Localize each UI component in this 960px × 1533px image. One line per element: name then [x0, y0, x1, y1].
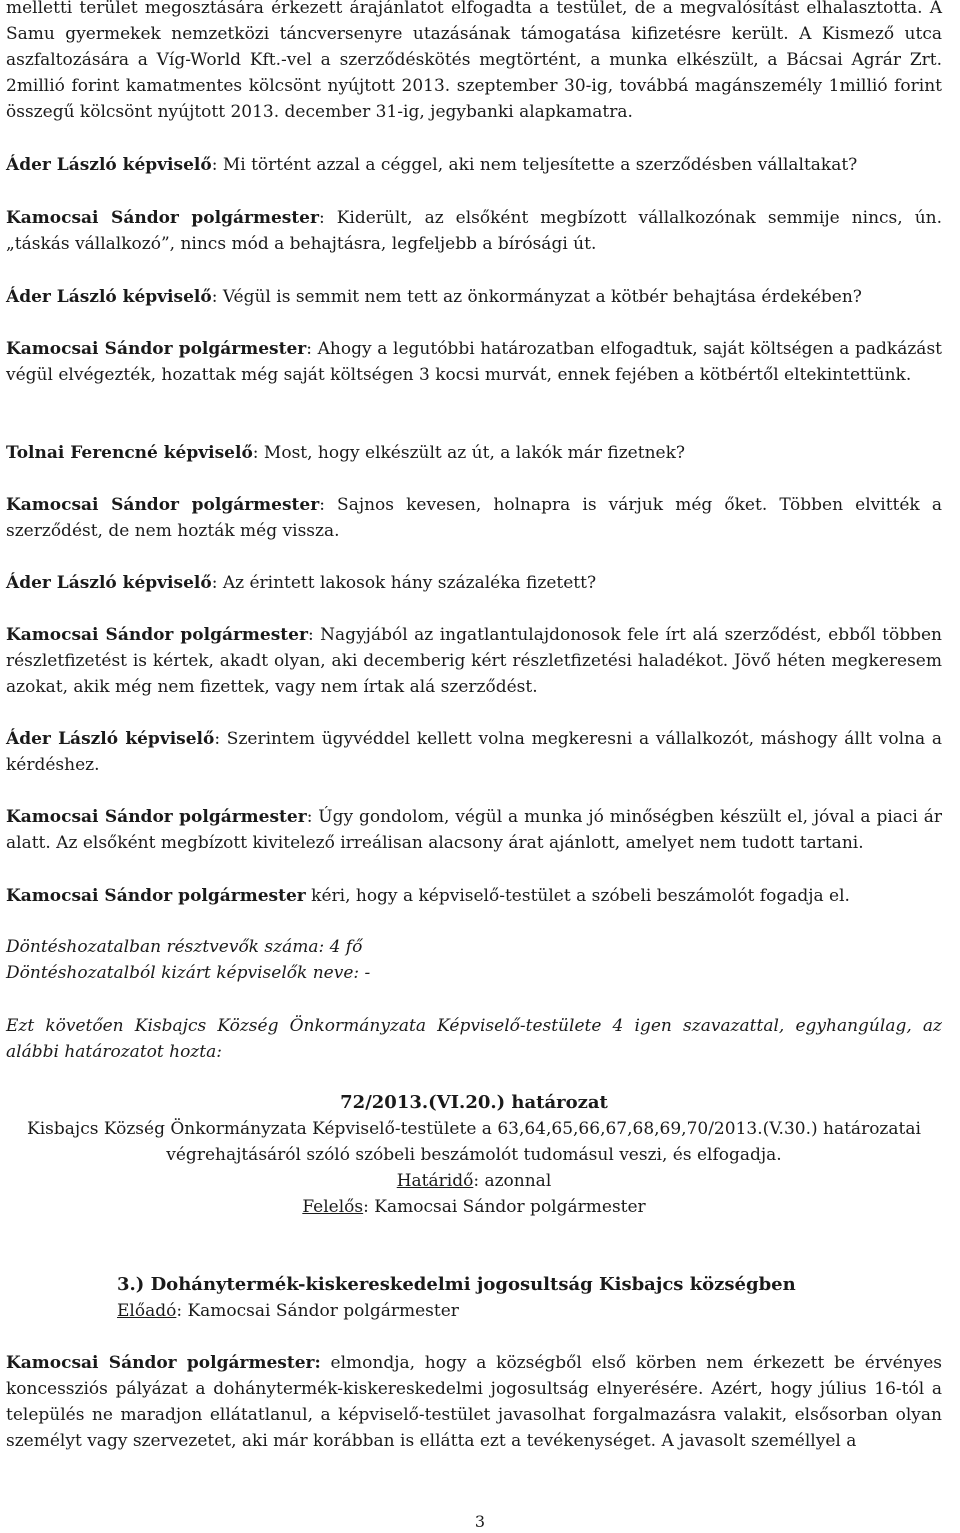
resolution-responsible — [6, 1194, 942, 1220]
speech-text: : Ahogy a legutóbbi határozatban elfogadtuk, saját költségen a padkázást végül elvégezték, hozattak még saját költségen 3 kocsi murvát, ennek fejében a kötbértől eltekintettünk. — [6, 339, 943, 385]
speech-text: elmondja, hogy a községből első körben nem érkezett be érvényes koncessziós pályázat a dohánytermék-kiskereskedelmi jogosultság elnyerésére. Azért, hogy július 16-tól a település ne maradjon ellátatlanul, a képviselő-testület javasolhat forgalmazásra valakit, elsősorban olyan személyt vagy szervezetet, aki már korábban is ellátta ezt a tevékenységet. A javasolt személlyel a — [6, 1353, 942, 1451]
presenter-value: : Kamocsai Sándor polgármester — [176, 1301, 459, 1321]
dialogue-11 — [6, 883, 942, 909]
agenda-presenter — [117, 1298, 942, 1324]
speaker-name: Kamocsai Sándor polgármester — [6, 208, 319, 228]
deadline-value: : azonnal — [473, 1171, 552, 1191]
speech-text: : Nagyjából az ingatlantulajdonosok fele írt alá szerződést, ebből többen részletfizetést is kértek, akadt olyan, aki decemberig kért részletfizetési haladékot. Jövő héten megkeresem azokat, akik még nem fizettek, vagy nem írtak alá szerződést. — [6, 625, 942, 697]
speech-text: : Kiderült, az elsőként megbízott vállalkozónak semmije nincs, ún. „táskás vállalkozó”, nincs mód a behajtásra, legfeljebb a bírósági út. — [6, 208, 942, 254]
speech-text: : Úgy gondolom, végül a munka jó minőségben készült el, jóval a piaci ár alatt. Az elsőként megbízott kivitelező irreálisan alacsony árat ajánlott, amelyet nem tudott tartani. — [6, 807, 942, 853]
dialogue-10 — [6, 804, 942, 856]
dialogue-2 — [6, 205, 942, 257]
agenda-item-title-text: 3.) Dohánytermék-kiskereskedelmi jogosultság Kisbajcs községben — [117, 1274, 796, 1295]
resolution-title-text: 72/2013.(VI.20.) határozat — [340, 1092, 608, 1113]
responsible-label: Felelős — [302, 1197, 364, 1217]
decision-excluded — [6, 960, 942, 986]
speech-text: : Most, hogy elkészült az út, a lakók már fizetnek? — [252, 443, 686, 463]
speaker-name: Áder László képviselő — [6, 155, 212, 175]
speaker-name: Kamocsai Sándor polgármester — [6, 625, 308, 645]
speaker-name: Kamocsai Sándor polgármester — [6, 886, 306, 906]
speaker-name: Áder László képviselő — [6, 287, 212, 307]
speaker-name: Kamocsai Sándor polgármester: — [6, 1353, 321, 1373]
responsible-value: : Kamocsai Sándor polgármester — [363, 1197, 646, 1217]
decision-count — [6, 934, 942, 960]
dialogue-4 — [6, 336, 942, 388]
speaker-name: Áder László képviselő — [6, 729, 215, 749]
dialogue-7 — [6, 570, 942, 596]
resolution-body — [6, 1116, 942, 1168]
resolution-body-text: Kisbajcs Község Önkormányzata Képviselő-testülete a 63,64,65,66,67,68,69,70/2013.(V.30.) határozatai végrehajtásáról szóló szóbeli beszámolót tudomásul veszi, és elfogadja. — [27, 1119, 921, 1165]
paragraph-intro — [6, 0, 942, 125]
resolution-deadline — [6, 1168, 942, 1194]
speech-text: : Az érintett lakosok hány százaléka fizetett? — [211, 573, 597, 593]
decision-excluded-text: Döntéshozatalból kizárt képviselők neve: - — [6, 963, 371, 983]
speaker-name: Kamocsai Sándor polgármester — [6, 339, 307, 359]
dialogue-6 — [6, 492, 942, 544]
decision-statement — [6, 1013, 942, 1065]
decision-statement-text: Ezt követően Kisbajcs Község Önkormányzata Képviselő-testülete 4 igen szavazattal, egyhangúlag, az alábbi határozatot hozta: — [6, 1016, 942, 1062]
speech-text: : Mi történt azzal a céggel, aki nem teljesítette a szerződésben vállaltakat? — [211, 155, 858, 175]
speech-text: : Sajnos kevesen, holnapra is várjuk még őket. Többen elvitték a szerződést, de nem hozták még vissza. — [6, 495, 942, 541]
dialogue-8 — [6, 622, 942, 700]
dialogue-3 — [6, 284, 942, 310]
page-number: 3 — [474, 1512, 486, 1531]
agenda-item-title — [117, 1272, 942, 1298]
speaker-name: Kamocsai Sándor polgármester — [6, 807, 307, 827]
presenter-label: Előadó — [117, 1301, 177, 1321]
paragraph-intro-text: melletti terület megosztására érkezett árajánlatot elfogadta a testület, de a megvalósítást elhalasztotta. A Samu gyermekek nemzetközi táncversenyre utazásának támogatása kifizetésre került. A Kismező utca aszfaltozására a Víg-World Kft.-vel a szerződéskötés megtörtént, a munka elkészült, a Bácsai Agrár Zrt. 2millió forint kamatmentes kölcsönt nyújtott 2013. szeptember 30-ig, továbbá magánszemély 1millió forint összegű kölcsönt nyújtott 2013. december 31-ig, jegybanki alapkamatra. — [6, 0, 942, 122]
deadline-label: Határidő — [396, 1171, 474, 1191]
speech-text: kéri, hogy a képviselő-testület a szóbeli beszámolót fogadja el. — [305, 886, 850, 906]
dialogue-5 — [6, 440, 942, 466]
dialogue-9 — [6, 726, 942, 778]
speech-text: : Szerintem ügyvéddel kellett volna megkeresni a vállalkozót, máshogy állt volna a kérdéshez. — [6, 729, 942, 775]
dialogue-12 — [6, 1350, 942, 1454]
speaker-name: Tolnai Ferencné képviselő — [6, 443, 253, 463]
decision-count-text: Döntéshozatalban résztvevők száma: 4 fő — [6, 937, 363, 957]
speaker-name: Áder László képviselő — [6, 573, 212, 593]
speech-text: : Végül is semmit nem tett az önkormányzat a kötbér behajtása érdekében? — [211, 287, 862, 307]
speaker-name: Kamocsai Sándor polgármester — [6, 495, 320, 515]
dialogue-1 — [6, 152, 942, 178]
resolution-title — [6, 1090, 942, 1116]
